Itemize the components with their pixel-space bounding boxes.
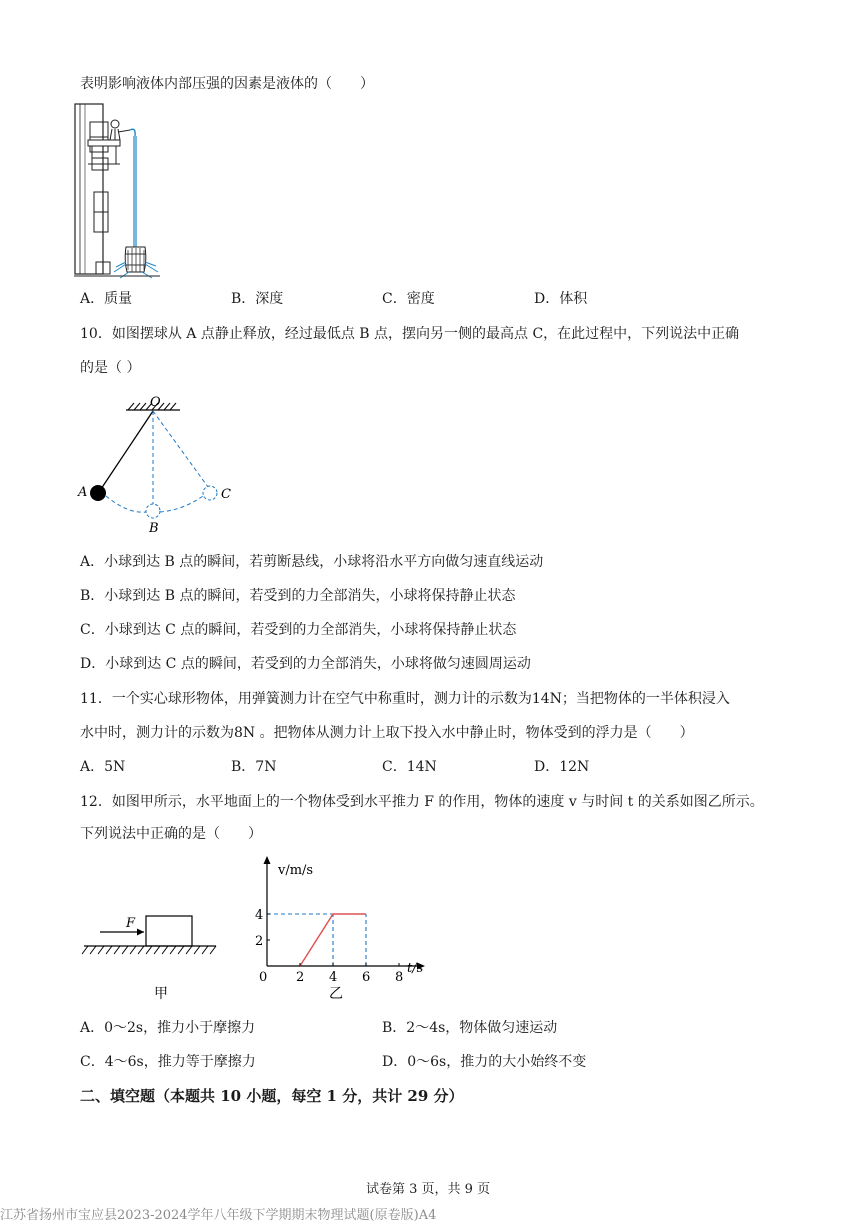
- x-tick-label-2: 4: [329, 970, 338, 985]
- source-watermark: 江苏省扬州市宝应县2023-2024学年八年级下学期期末物理试题(原卷版)A4: [0, 1208, 437, 1223]
- caption-jia: 甲: [154, 986, 168, 1002]
- q12-option-d[interactable]: D．0～6s，推力的大小始终不变: [382, 1054, 587, 1070]
- q12-option-a[interactable]: A．0～2s，推力小于摩擦力: [80, 1020, 256, 1036]
- x-tick-label-1: 2: [296, 970, 305, 985]
- caption-yi: 乙: [329, 986, 343, 1002]
- q12-option-b[interactable]: B．2～4s，物体做匀速运动: [382, 1020, 558, 1036]
- label-c: C: [221, 487, 231, 502]
- q11-option-d[interactable]: D．12N: [534, 759, 590, 775]
- q10-option-a[interactable]: A．小球到达 B 点的瞬间，若剪断悬线，小球将沿水平方向做匀速直线运动: [80, 554, 544, 570]
- label-b: B: [149, 521, 159, 536]
- water-column-illustration: [72, 102, 162, 280]
- y-tick-label-0: 2: [255, 934, 264, 949]
- y-axis-label: v/m/s: [278, 863, 314, 878]
- q10-option-d[interactable]: D．小球到达 C 点的瞬间，若受到的力全部消失，小球将做匀速圆周运动: [80, 656, 531, 672]
- q11-option-b[interactable]: B．7N: [231, 759, 277, 775]
- q9-option-c[interactable]: C．密度: [382, 291, 435, 307]
- q12-line2: 下列说法中正确的是（ ）: [80, 826, 262, 842]
- q10-option-c[interactable]: C．小球到达 C 点的瞬间，若受到的力全部消失，小球将保持静止状态: [80, 622, 517, 638]
- velocity-time-chart: [250, 852, 440, 1002]
- q10-option-b[interactable]: B．小球到达 B 点的瞬间，若受到的力全部消失，小球将保持静止状态: [80, 588, 516, 604]
- q9-option-a[interactable]: A．质量: [80, 291, 133, 307]
- label-o: O: [150, 395, 161, 410]
- x-axis-label: t/s: [407, 961, 424, 976]
- q9-option-b[interactable]: B．深度: [231, 291, 284, 307]
- y-axis-arrow: [264, 856, 271, 864]
- q9-text: 表明影响液体内部压强的因素是液体的（ ）: [80, 76, 374, 92]
- x-tick-label-4: 8: [395, 970, 404, 985]
- q10-line2: 的是（ ）: [80, 360, 141, 376]
- figure-jia: [80, 908, 220, 1002]
- q11-line2: 水中时，测力计的示数为8N 。把物体从测力计上取下投入水中静止时，物体受到的浮力是（ ）: [80, 725, 694, 741]
- force-label: F: [126, 916, 136, 931]
- q12-option-c[interactable]: C．4～6s，推力等于摩擦力: [80, 1054, 256, 1070]
- x-tick-label-0: 0: [259, 970, 268, 985]
- q11-option-a[interactable]: A．5N: [80, 759, 126, 775]
- y-tick-label-1: 4: [255, 908, 264, 923]
- pendulum-figure: [78, 392, 248, 537]
- q12-line1: 12．如图甲所示，水平地面上的一个物体受到水平推力 F 的作用，物体的速度 v 与时间 t 的关系如图乙所示。: [80, 794, 764, 810]
- q10-line1: 10．如图摆球从 A 点静止释放，经过最低点 B 点，摆向另一侧的最高点 C，在此过程中，下列说法中正确: [80, 326, 740, 342]
- q11-option-c[interactable]: C．14N: [382, 759, 437, 775]
- x-tick-label-3: 6: [362, 970, 371, 985]
- q11-line1: 11．一个实心球形物体，用弹簧测力计在空气中称重时，测力计的示数为14N；当把物体的一半体积浸入: [80, 691, 730, 707]
- section2-heading: 二、填空题（本题共 10 小题，每空 1 分，共计 29 分）: [80, 1087, 464, 1105]
- page-number: 试卷第 3 页，共 9 页: [366, 1182, 491, 1197]
- label-a: A: [78, 485, 88, 500]
- q9-option-d[interactable]: D．体积: [534, 291, 588, 307]
